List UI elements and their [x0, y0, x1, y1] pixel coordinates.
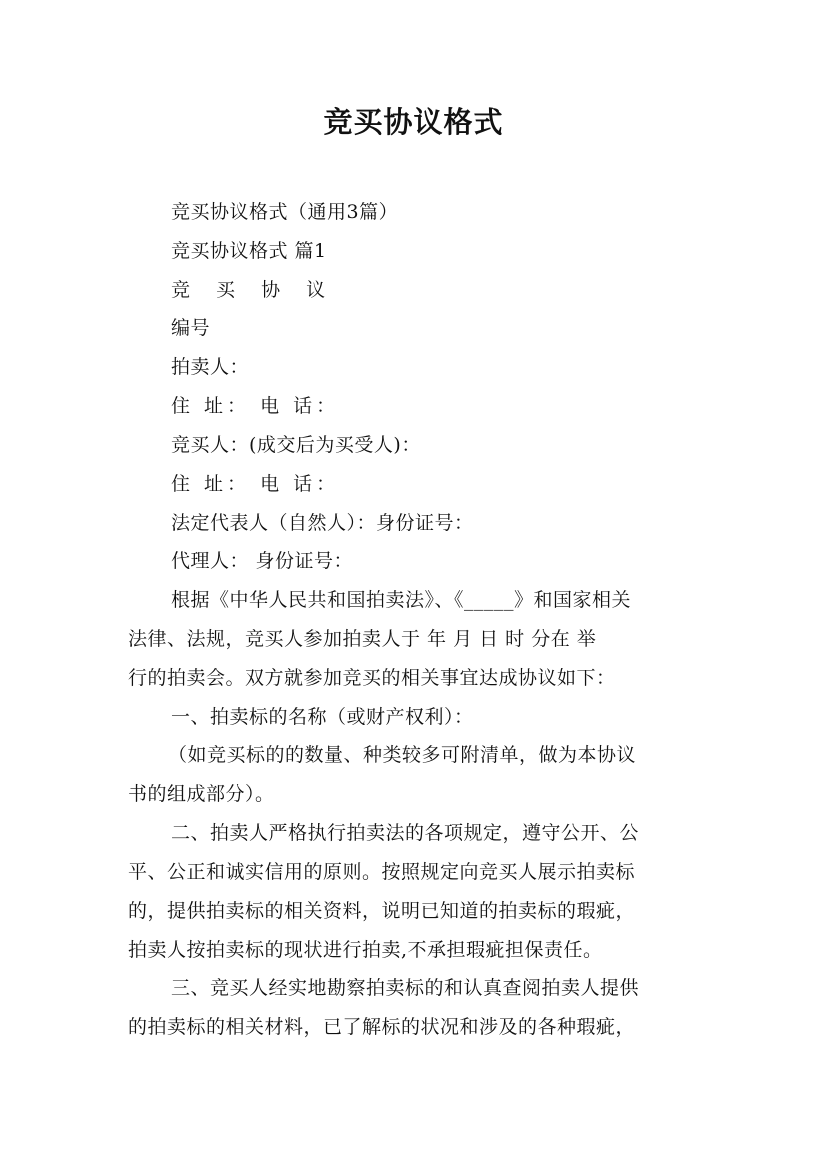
paragraph-line: 的，提供拍卖标的相关资料，说明已知道的拍卖标的瑕疵， — [128, 900, 636, 922]
clause-2-line: 二、拍卖人严格执行拍卖法的各项规定，遵守公开、公 — [171, 822, 640, 844]
paragraph-line: 行的拍卖会。双方就参加竞买的相关事宜达成协议如下： — [128, 667, 616, 689]
field-bidder-address-phone: 住 址： 电 话： — [171, 473, 340, 495]
clause-1-heading: 一、拍卖标的名称（或财产权利）： — [171, 706, 474, 728]
paragraph-line: （如竞买标的的数量、种类较多可附清单，做为本协议 — [168, 744, 637, 766]
page-title: 竞买协议格式 — [323, 105, 504, 139]
paragraph-line: 的拍卖标的相关材料，已了解标的状况和涉及的各种瑕疵， — [128, 1016, 636, 1038]
agreement-heading: 竞 买 协 议 — [171, 279, 336, 301]
paragraph-line: 拍卖人按拍卖标的现状进行拍卖,不承担瑕疵担保责任。 — [128, 939, 603, 961]
paragraph-line: 根据《中华人民共和国拍卖法》、《_____》和国家相关 — [171, 589, 632, 611]
field-legal-representative: 法定代表人（自然人）：身份证号： — [171, 512, 474, 534]
section-heading: 竞买协议格式 篇1 — [171, 240, 327, 262]
paragraph-line: 平、公正和诚实信用的原则。按照规定向竞买人展示拍卖标 — [128, 861, 636, 883]
subtitle-line: 竞买协议格式（通用3篇） — [171, 201, 399, 223]
field-number: 编号 — [171, 317, 211, 339]
field-bidder: 竞买人：(成交后为买受人)： — [171, 434, 421, 456]
paragraph-line: 书的组成部分）。 — [128, 783, 275, 805]
field-auctioneer-address-phone: 住 址： 电 话： — [171, 395, 340, 417]
paragraph-line: 法律、法规，竞买人参加拍卖人于 年 月 日 时 分在 举 — [128, 628, 597, 650]
field-agent: 代理人： 身份证号： — [171, 550, 354, 572]
field-auctioneer: 拍卖人： — [171, 356, 250, 378]
clause-3-line: 三、竞买人经实地勘察拍卖标的和认真查阅拍卖人提供 — [171, 977, 640, 999]
